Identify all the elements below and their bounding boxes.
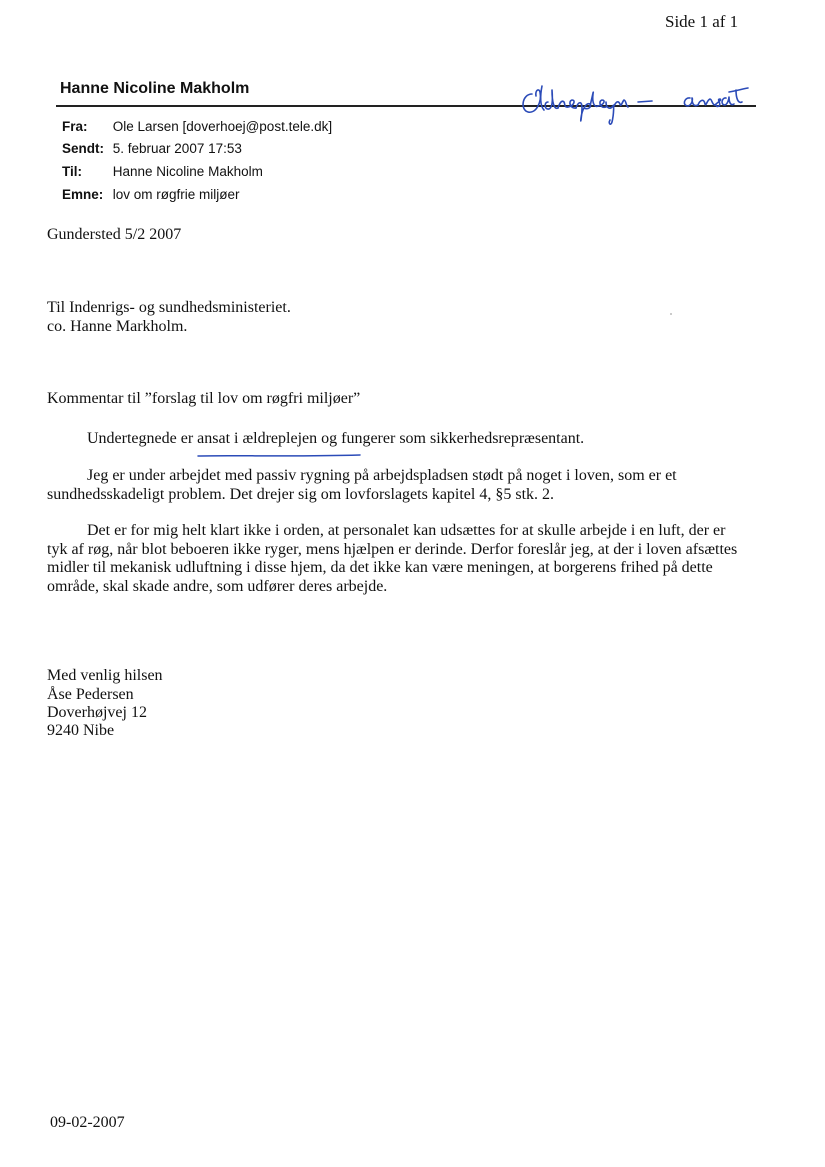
email-to-row: [62, 164, 263, 179]
from-label: Fra:: [62, 119, 88, 134]
paragraph-2: Jeg er under arbejdet med passiv rygning på arbejdspladsen stødt på noget i loven, som er et sundhedsskadeligt problem. Det drejer sig om lovforslagets kapitel 4, §5 stk. 2.: [47, 467, 677, 503]
closing: Med venlig hilsen: [47, 667, 163, 684]
email-subject-row: [62, 187, 240, 202]
comment-line: Kommentar til ”forslag til lov om røgfri miljøer”: [47, 390, 361, 407]
recipient-line-2: co. Hanne Markholm.: [47, 318, 188, 335]
recipient-line-1: Til Indenrigs- og sundhedsministeriet.: [47, 299, 291, 316]
email-from-row: [62, 119, 332, 134]
page-number: Side 1 af 1: [665, 12, 739, 31]
handwritten-underline: [196, 452, 362, 460]
email-sent-row: [62, 141, 242, 156]
handwritten-annotation: [518, 80, 758, 132]
paragraph-3: Det er for mig helt klart ikke i orden, at personalet kan udsættes for at skulle arbejde i en luft, der er tyk af røg, når blot beboeren ikke ryger, mens hjælpen er derinde. Derfor foreslår jeg, at der i loven afsættes midler til mekanisk udluftning i disse hjem, da det ikke kan være meningen, at borgerens frihed på dette område, skal skade andre, som udfører deres arbejde.: [47, 522, 738, 595]
signature-name: Åse Pedersen: [47, 686, 134, 703]
to-value: Hanne Nicoline Makholm: [112, 164, 263, 179]
to-label: Til:: [62, 164, 82, 179]
sender-name-heading: Hanne Nicoline Makholm: [60, 80, 250, 97]
footer-date: 09-02-2007: [50, 1114, 125, 1131]
signature-street: Doverhøjvej 12: [47, 704, 147, 721]
scan-speck: [670, 313, 672, 315]
paragraph-1: Undertegnede er ansat i ældreplejen og fungerer som sikkerhedsrepræsentant.: [87, 430, 585, 447]
sent-value: 5. februar 2007 17:53: [112, 141, 242, 156]
letter-place-date: Gundersted 5/2 2007: [47, 226, 182, 243]
subject-value: lov om røgfrie miljøer: [112, 187, 240, 202]
sent-label: Sendt:: [62, 141, 104, 156]
from-value: Ole Larsen [doverhoej@post.tele.dk]: [112, 119, 333, 134]
subject-label: Emne:: [62, 187, 104, 202]
signature-city: 9240 Nibe: [47, 722, 115, 739]
